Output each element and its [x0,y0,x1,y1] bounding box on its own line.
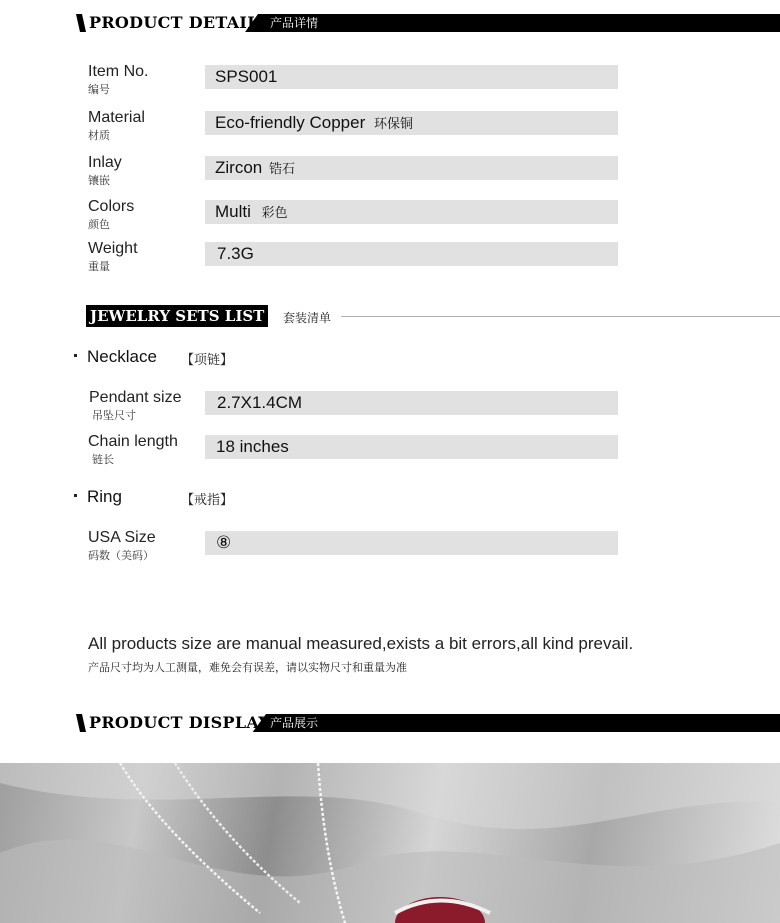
spec-value-colors-cn: 彩色 [261,206,288,221]
chain-length-value: 18 inches [216,437,289,456]
spec-label-material-cn: 材质 [88,129,110,142]
product-photo [0,763,780,923]
necklace-bullet [74,354,77,357]
necklace-title: Necklace [87,347,157,366]
spec-value-material-cn: 环保铜 [373,117,413,132]
pendant-size-label-cn: 吊坠尺寸 [92,409,136,422]
usa-size-label-cn: 码数（美码） [88,549,154,562]
spec-value-box-weight [205,242,618,266]
spec-value-inlay-cn: 锆石 [268,162,295,177]
sets-divider [341,316,780,317]
product-display-title-cn: 产品展示 [270,716,319,730]
spec-label-material: Material [88,109,145,126]
usa-size-value: ⑧ [216,533,232,552]
chain-length-label: Chain length [88,433,178,450]
spec-value-colors [215,200,288,226]
ring-title-cn: 【戒指】 [181,493,234,508]
spec-value-inlay-en: Zircon [215,158,263,177]
pendant-size-label: Pendant size [89,389,182,406]
ring-title: Ring [87,487,122,506]
measurement-note: All products size are manual measured,exists a bit errors,all kind prevail. [88,634,634,653]
spec-label-inlay-cn: 镶嵌 [88,174,110,187]
product-details-title-cn: 产品详情 [270,16,319,30]
spec-value-material-en: Eco-friendly Copper [215,113,366,132]
spec-value-material [215,111,413,137]
spec-label-inlay: Inlay [88,154,122,171]
jewelry-sets-title-cn: 套装清单 [283,311,332,325]
ring-bullet [74,494,77,497]
spec-value-inlay [215,156,295,182]
product-display-title: PRODUCT DISPLAY [89,713,271,732]
usa-size-box [205,531,618,555]
product-details-title: PRODUCT DETAILS [89,13,271,32]
spec-value-item-no: SPS001 [215,67,278,86]
spec-label-weight-cn: 重量 [88,260,110,273]
spec-label-weight: Weight [88,240,138,257]
jewelry-sets-title: JEWELRY SETS LIST [86,305,268,327]
spec-value-weight: 7.3G [217,244,254,263]
measurement-note-cn: 产品尺寸均为人工测量，难免会有误差，请以实物尺寸和重量为准 [88,661,407,674]
spec-value-colors-en: Multi [215,202,251,221]
product-photo-art [0,763,780,923]
spec-label-item-no: Item No. [88,63,149,80]
pendant-size-value: 2.7X1.4CM [217,393,303,412]
spec-label-item-no-cn: 编号 [88,83,110,96]
chain-length-label-cn: 链长 [92,453,114,466]
spec-label-colors-cn: 颜色 [88,218,110,231]
spec-label-colors: Colors [88,198,135,215]
necklace-title-cn: 【项链】 [181,353,234,368]
usa-size-label: USA Size [88,529,156,546]
